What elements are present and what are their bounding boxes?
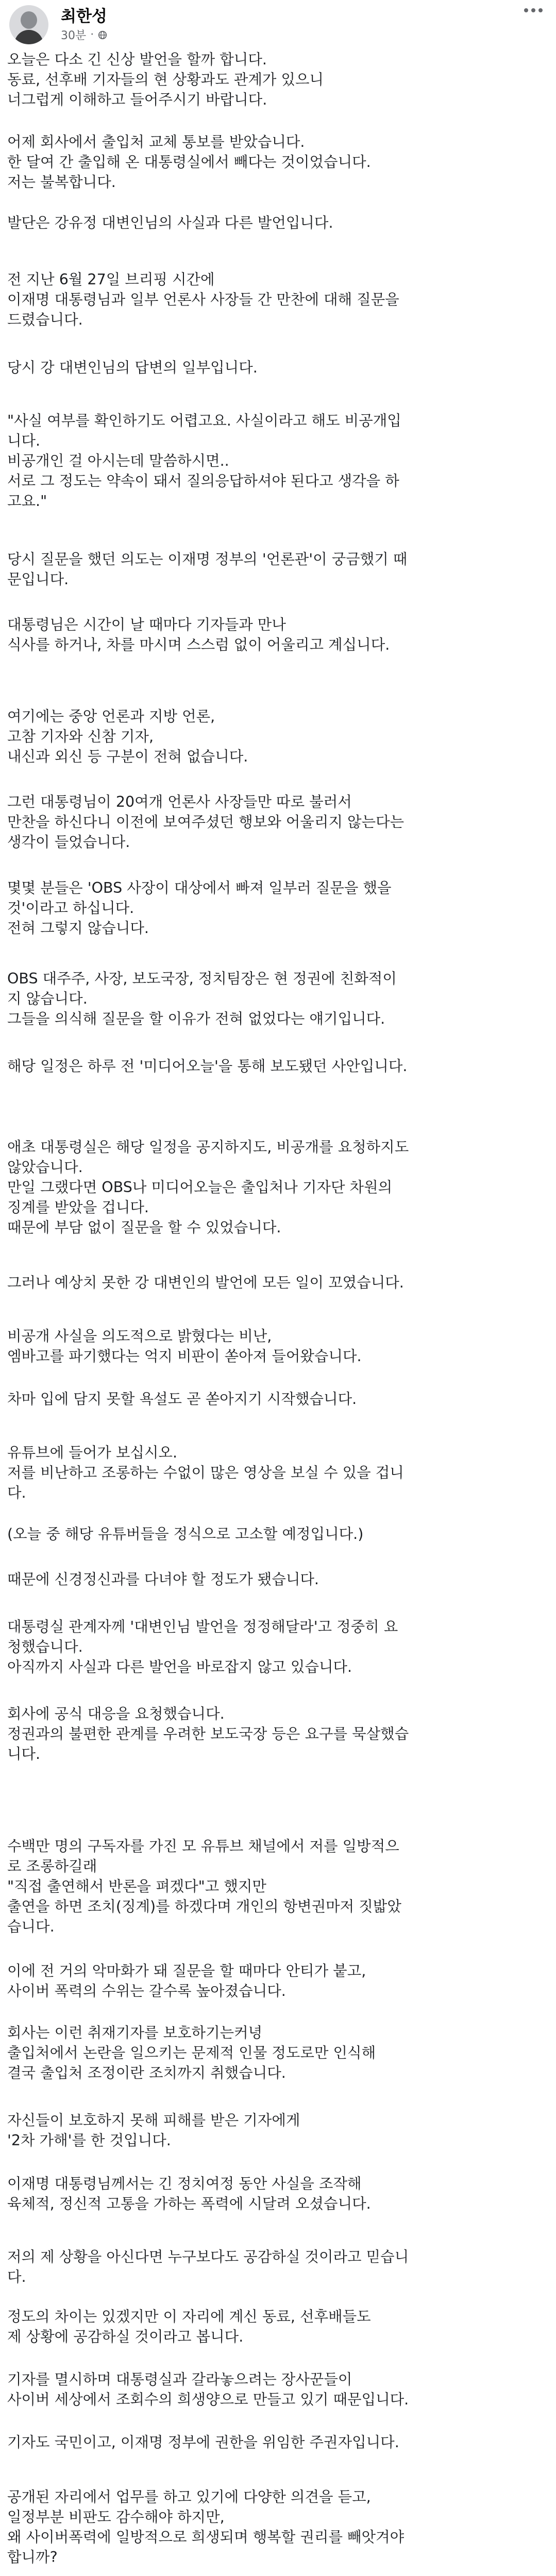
post-text-line: "직접 출연해서 반론을 펴겠다"고 했지만: [7, 1878, 266, 1895]
post-paragraph: [7, 969, 549, 1029]
post-paragraph: [7, 1326, 549, 1366]
post-text-line: 그들을 의식해 질문을 할 이유가 전혀 없었다는 얘기입니다.: [7, 1010, 385, 1027]
post-paragraph: [7, 1443, 549, 1503]
post-paragraph: [7, 706, 549, 767]
post-text-line: 해당 일정은 하루 전 '미디어오늘'을 통해 보도됐던 사안입니다.: [7, 1058, 408, 1075]
post-text-line: 자신들이 보호하지 못해 피해를 받은 기자에게: [7, 2112, 300, 2129]
post-text-line: 사이버 폭력의 수위는 갈수록 높아졌습니다.: [7, 1982, 286, 1999]
post-text-line: 기자도 국민이고, 이재명 정부에 권한을 위임한 주권자입니다.: [7, 2434, 399, 2451]
post-text-line: 전 지난 6월 27일 브리핑 시간에: [7, 271, 215, 288]
post-paragraph: [7, 1569, 549, 1589]
post-text-line: 그러나 예상치 못한 강 대변인의 발언에 모든 일이 꼬였습니다.: [7, 1274, 404, 1291]
post-text-line: 육체적, 정신적 고통을 가하는 폭력에 시달려 오셨습니다.: [7, 2195, 371, 2212]
post-paragraph: [7, 1617, 549, 1677]
post-text-line: 왜 사이버폭력에 일방적으로 희생되며 행복할 권리를 빼앗겨야: [7, 2529, 405, 2546]
post-text-line: 오늘은 다소 긴 신상 발언을 할까 합니다.: [7, 51, 267, 68]
post-text-line: 당시 질문을 했던 의도는 이재명 정부의 '언론관'이 궁금했기 때: [7, 551, 408, 568]
post-text-line: 드렸습니다.: [7, 311, 83, 328]
post-paragraph: [7, 1389, 549, 1409]
post-text-line: 합니까?: [7, 2549, 58, 2566]
post-paragraph: [7, 1961, 549, 2001]
post-text-line: 어제 회사에서 출입처 교체 통보를 받았습니다.: [7, 133, 305, 150]
post-text-line: 애초 대통령실은 해당 일정을 공지하지도, 비공개를 요청하지도: [7, 1139, 409, 1156]
post-text-line: 회사에 공식 대응을 요청했습니다.: [7, 1705, 225, 1722]
post-text-line: 기자를 멸시하며 대통령실과 갈라놓으려는 장사꾼들이: [7, 2371, 352, 2388]
post-paragraph: [7, 2432, 549, 2452]
post-text-line: 아직까지 사실과 다른 발언을 바로잡지 않고 있습니다.: [7, 1658, 352, 1675]
post-text-line: 여기에는 중앙 언론과 지방 언론,: [7, 708, 215, 725]
post-paragraph: [7, 1524, 549, 1544]
post-text-line: 출연을 하면 조치(징계)를 하겠다며 개인의 항변권마저 짓밟았: [7, 1898, 401, 1915]
post-text-line: 지 않습니다.: [7, 990, 88, 1007]
post-text-line: 저는 불복합니다.: [7, 174, 116, 191]
post-text-line: 당시 강 대변인님의 답변의 일부입니다.: [7, 359, 258, 376]
post-text-line: 한 달여 간 출입해 온 대통령실에서 빼다는 것이었습니다.: [7, 154, 371, 171]
post-text-line: 엠바고를 파기했다는 억지 비판이 쏟아져 들어왔습니다.: [7, 1348, 362, 1365]
post-text-line: '2차 가해'를 한 것입니다.: [7, 2132, 171, 2149]
post-text-line: 만찬을 하신다니 이전에 보여주셨던 행보와 어울리지 않는다는: [7, 814, 405, 831]
post-text-line: 징계를 받았을 겁니다.: [7, 1199, 149, 1216]
post-text-line: 결국 출입처 조정이란 조치까지 취했습니다.: [7, 2064, 286, 2081]
post-text-line: 대통령님은 시간이 날 때마다 기자들과 만나: [7, 616, 286, 633]
post-text-line: 서로 그 정도는 약속이 돼서 질의응답하셔야 된다고 생각을 하: [7, 472, 399, 489]
post-text-line: "사실 여부를 확인하기도 어렵고요. 사실이라고 해도 비공개입: [7, 412, 401, 429]
post-text-line: 내신과 외신 등 구분이 전혀 없습니다.: [7, 748, 248, 765]
post-text-line: 저를 비난하고 조롱하는 수없이 많은 영상을 보실 수 있을 겁니: [7, 1464, 404, 1481]
post-paragraph: [7, 213, 549, 233]
post-paragraph: [7, 411, 549, 511]
post-text-line: 고참 기자와 신참 기자,: [7, 728, 154, 745]
post-text-line: 로 조롱하길래: [7, 1858, 97, 1875]
post-text-line: 동료, 선후배 기자들의 현 상황과도 관계가 있으니: [7, 71, 324, 88]
post-paragraph: [7, 2369, 549, 2410]
post-text-line: 습니다.: [7, 1918, 55, 1935]
post-paragraph: [7, 1836, 549, 1937]
post-paragraph: [7, 1137, 549, 1238]
post-text-line: 차마 입에 담지 못할 욕설도 곧 쏟아지기 시작했습니다.: [7, 1391, 357, 1408]
post-text-line: 일정부분 비판도 감수해야 하지만,: [7, 2509, 225, 2526]
post-paragraph: [7, 2247, 549, 2287]
post-text-line: 회사는 이런 취재기자를 보호하기는커녕: [7, 2024, 263, 2041]
post-text-line: 몇몇 분들은 'OBS 사장이 대상에서 빠져 일부러 질문을 했을: [7, 879, 392, 896]
post-text-line: 유튜브에 들어가 보십시오.: [7, 1444, 178, 1461]
post-paragraph: [7, 2110, 549, 2150]
author-name[interactable]: 최한성: [61, 7, 107, 26]
post-paragraph: [7, 2023, 549, 2083]
post-paragraph: [7, 2487, 549, 2567]
post-text-line: 때문에 부담 없이 질문을 할 수 있었습니다.: [7, 1219, 281, 1236]
post-time[interactable]: 30분: [61, 29, 87, 42]
post-text-line: 비공개 사실을 의도적으로 밝혔다는 비난,: [7, 1328, 272, 1345]
post-paragraph: [7, 132, 549, 192]
post-paragraph: [7, 1273, 549, 1293]
post-paragraph: [7, 2174, 549, 2214]
post-text-line: 이재명 대통령님과 일부 언론사 사장들 간 만찬에 대해 질문을: [7, 291, 399, 308]
post-paragraph: [7, 878, 549, 938]
post-paragraph: [7, 615, 549, 655]
post-text-line: 고요.": [7, 493, 47, 510]
post-text-line: 이에 전 거의 악마화가 돼 질문을 할 때마다 안티가 붙고,: [7, 1962, 366, 1979]
post-text-line: 출입처에서 논란을 일으키는 문제적 인물 정도로만 인식해: [7, 2044, 376, 2061]
post-text-line: 사이버 세상에서 조회수의 희생양으로 만들고 있기 때문입니다.: [7, 2391, 409, 2408]
post-text-line: 비공개인 걸 아시는데 말씀하시면..: [7, 452, 229, 469]
post-paragraph: [7, 792, 549, 852]
post-text-line: 않았습니다.: [7, 1159, 83, 1176]
post-text-line: (오늘 중 해당 유튜버들을 정식으로 고소할 예정입니다.): [7, 1526, 364, 1543]
post-text-line: 문입니다.: [7, 571, 69, 588]
post-text-line: 니다.: [7, 432, 41, 449]
post-text-line: 전혀 그렇지 않습니다.: [7, 920, 149, 937]
post-text-line: 수백만 명의 구독자를 가진 모 유튜브 채널에서 저를 일방적으: [7, 1838, 399, 1855]
post-text-line: 대통령실 관계자께 '대변인님 발언을 정정해달라'고 정중히 요: [7, 1618, 398, 1635]
post-text-line: 이재명 대통령님께서는 긴 정치여정 동안 사실을 조작해: [7, 2175, 362, 2192]
post-text-line: 청했습니다.: [7, 1638, 83, 1655]
post-text-line: 저의 제 상황을 아신다면 누구보다도 공감하실 것이라고 믿습니: [7, 2248, 409, 2265]
meta-separator: ·: [90, 28, 94, 41]
post-paragraph: [7, 269, 549, 330]
post-paragraph: [7, 49, 549, 110]
post-paragraph: [7, 549, 549, 589]
post-text-line: 것'이라고 하십니다.: [7, 900, 134, 917]
post-text-line: 다.: [7, 2268, 26, 2285]
post-text-line: 발단은 강유정 대변인님의 사실과 다른 발언입니다.: [7, 214, 333, 231]
post-text-line: 만일 그랬다면 OBS나 미디어오늘은 출입처나 기자단 차원의: [7, 1179, 393, 1196]
post-text-line: 제 상황에 공감하실 것이라고 봅니다.: [7, 2328, 244, 2345]
post-text-line: 다.: [7, 1484, 26, 1501]
post-text-line: OBS 대주주, 사장, 보도국장, 정치팀장은 현 정권에 친화적이: [7, 970, 397, 987]
post-text-line: 정권과의 불편한 관계를 우려한 보도국장 등은 요구를 묵살했습: [7, 1725, 409, 1742]
post-text-line: 식사를 하거나, 차를 마시며 스스럼 없이 어울리고 계십니다.: [7, 636, 390, 653]
post-text-line: 생각이 들었습니다.: [7, 834, 130, 851]
post-text-line: 그런 대통령님이 20여개 언론사 사장들만 따로 불러서: [7, 793, 352, 810]
post-paragraph: [7, 358, 549, 378]
post-text-line: 니다.: [7, 1745, 41, 1762]
post-text-line: 공개된 자리에서 업무를 하고 있기에 다양한 의견을 듣고,: [7, 2488, 371, 2505]
post-text-line: 너그럽게 이해하고 들어주시기 바랍니다.: [7, 91, 267, 108]
post-paragraph: [7, 2307, 549, 2347]
post-paragraph: [7, 1056, 549, 1076]
post-text-line: 때문에 신경정신과를 다녀야 할 정도가 됐습니다.: [7, 1571, 319, 1588]
post-paragraph: [7, 1704, 549, 1764]
post-text-line: 정도의 차이는 있겠지만 이 자리에 계신 동료, 선후배들도: [7, 2308, 371, 2325]
